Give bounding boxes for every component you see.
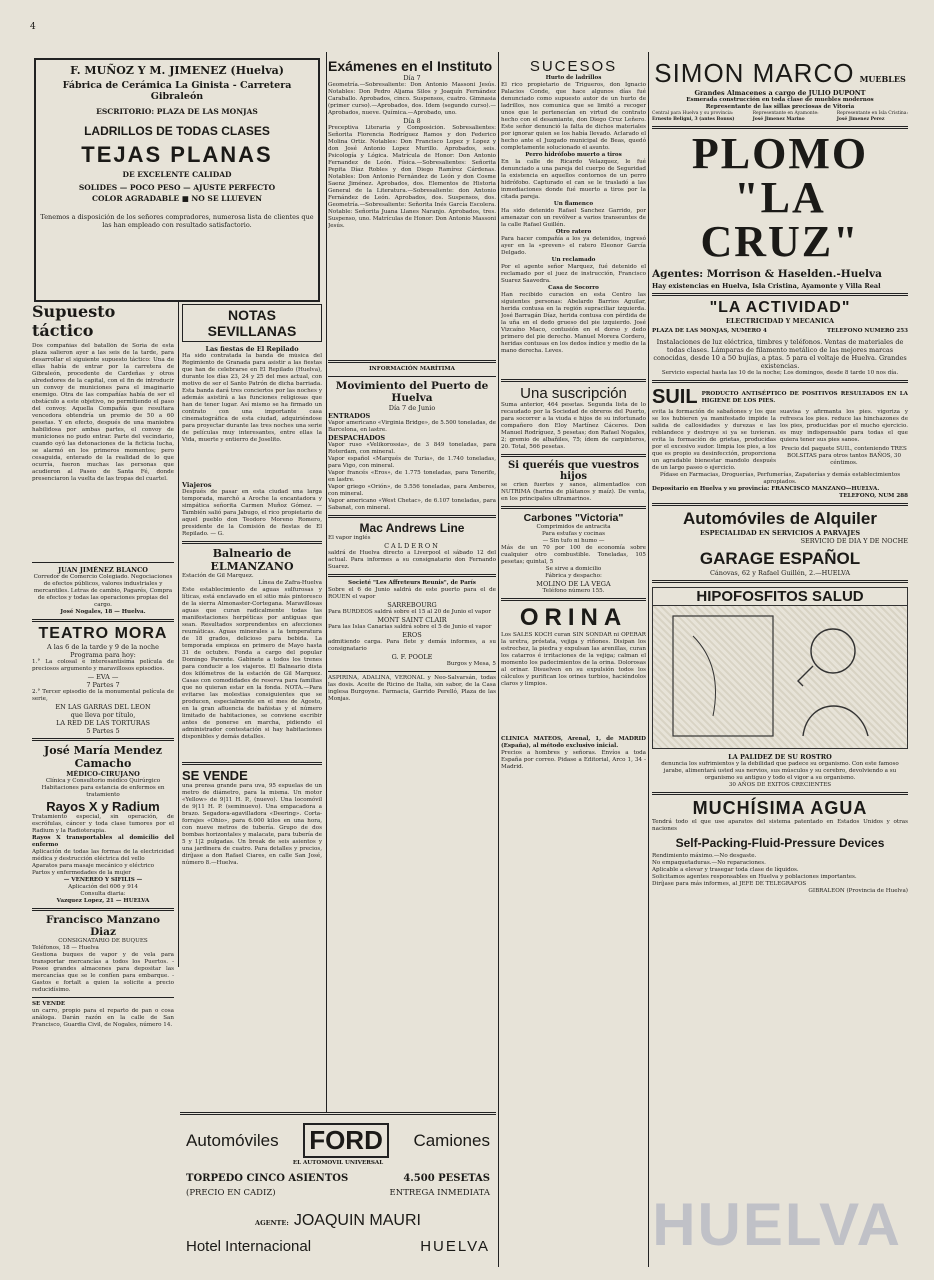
aspirina-body: ASPIRINA, ADALINA, VERONAL y Neo-Salvarsán, todas las dosis. Aceite de Ricino de Italia, sin sabor, de la Casa inglesa Burgoyne. Farmacia, Garrido Perelló, Plaza de las Monjas. <box>328 675 496 702</box>
mendez-app: Aplicación del 606 y 914 <box>68 884 138 890</box>
hijos-title: Si queréis que vuestros hijos <box>507 460 640 482</box>
divider <box>328 671 496 672</box>
ford-header <box>180 1123 496 1158</box>
societe-ship2: MONT SAINT CLAIR <box>377 616 447 624</box>
divider <box>328 376 496 377</box>
sevende-body: una prensa grande para uva, 95 espuelas de un metro de diámetro, para la misma. Un motor «Yellow» de 9|11 H. P., (nuevo). Una locomóvil de 9|11 H. P. (seminuevo). Una empacadora a brazo. Segadora-agavilladora «Deering». Corta-forrajes «Ohio», para 6.000 kilos en una hora, con nueve metros de tubería. Grupo de dos bombas horizontales y malacate, para tubería de 5 y 1|2 pulgadas. Un break de seis asientos y una jardinera de cuatro. Para detalles y precios, diríjase a don Rafael Ciares, en calle San José, número 8.—Huelva. <box>182 783 322 866</box>
agua-l3: Aplicable a elevar y trasegar toda clase de líquidos. <box>652 867 799 873</box>
divider <box>32 908 174 911</box>
maritima-despachados: DESPACHADOS <box>328 434 386 442</box>
column-rule <box>498 52 499 1267</box>
ford-hotel: Hotel Internacional <box>186 1238 312 1255</box>
divider <box>32 997 174 998</box>
automoviles-l2: SERVICIO DE DIA Y DE NOCHE <box>800 537 908 545</box>
divider <box>328 574 496 577</box>
sucesos-b6: Han recibido curación en esta Centro las siguientes personas: Abelardo Barrios Aguilar, herida contusa en la región supraciliar izquierda. José Barragán Díaz, herida contusa con pérdida de la uña en el dedo grueso del pie izquierdo. José Vizcaíno Maco, contusión en el dorso y dedo primero del pie derecho. Manuel Morera Cordero, heridas contusas en los dedos índice y medio de la mano derecha. Leves. <box>501 292 646 354</box>
automoviles-l1: ESPECIALIDAD EN SERVICIOS A PARVAJES <box>699 529 861 537</box>
munoz-office: ESCRITORIO: PLAZA DE LAS MONJAS <box>96 107 258 116</box>
munoz-made: LADRILLOS DE TODAS CLASES <box>84 124 270 138</box>
agua-l5: Diríjase para más informes, al JEFE DE TELEGRAFOS <box>652 881 807 887</box>
notas-body: Ha sido contratada la banda de música del Regimiento de Granada para asistir a las fiestas que han de celebrarse en El Repilado (Huelva), durante los días 23, 24 y 25 del mes actual, con motivo de ser el Santo Patrón de dicha barriada. Esta banda dará tres conciertos por las noches y además asistirá a las funciones religiosas que han de tener lugar. Así mismo se ha firmado un contrato con una importante casa cinematográfica de esta ciudad, adquiriéndose para proyectar durante las tres noches una serie de películas muy interesantes, entre ellas la Vida, muerte y entierro de Joselito. <box>182 353 322 443</box>
maritima-d1: Vapor ruso «Velikorossia», de 3 849 toneladas, para Roterdam, con mineral. <box>328 442 496 455</box>
notas-sub: Las fiestas de El Repilado <box>205 345 299 353</box>
examenes-body8: Preceptiva Literaria y Composición. Sobresalientes: Señorita Florencia Rodríguez Ramos y don Federico Molina Ortiz. Notables: Don Francisco Lopez y Lopez y don José Antonio Lopez Murillo. Aprobados, seis. Psicología y Lógica. Matrícula de Honor: Don Antonio Fernandez de León. Física.—Sobresalientes: Señorita Pepita Díaz Robles y don Diego Ramírez Cárdenas. Notables: Don Antonio Fernández de León y don Cosme Saenz Jiménez. Aprobados, dos. Elementos de Historia General de la Literatura.—Sobresaliente: don Antonio Fernández de León. Aprobados, dos. Suspensos, dos. Geometría.—Sobresaliente: Señorita Inés García Escolera. Notable: Señorita Juana Llanes Naranjo. Aprobados, tres. Suspenso, uno. Matrículas de Honor: Don Antonio Massoni Jesús. <box>328 125 496 229</box>
simon-l2: Representante de las sillas preciosas de Vitoria <box>705 104 855 110</box>
divider <box>501 598 646 601</box>
orina-title: ORINA <box>519 604 628 631</box>
sevende-small-title: SE VENDE <box>32 1001 66 1007</box>
hipofosfitos-caption: LA PALIDEZ DE SU ROSTRO <box>728 753 832 761</box>
balneario-body: Este establecimiento de aguas sulfurosas y líticas, está enclavado en el sitio más pintoresco de la sierra Almonaster-Cortegana. Maravillosas aguas que curan radicalmente todas las manifestaciones herpéticas por antiguas que sean. Resultados sorprendentes en afecciones reumáticas. Aguas minerales a la temperatura de 18 grados, delicioso para bebida. La temporada empieza en primero de Mayo hasta 31 de octubre. Fonda a cargo del popular Domingo Parente. Gabinete a todos los trenes para conducir a los viajeros. El Balneario dista dos kilómetros de la estación de Gil Marquez. Casas con comodidades de reserva para familias que no quieran estar en la fonda. NOTA.—Para evitarse las molestias consiguientes que se producen, especialmente en el mes de Agosto, en la gran afluencia de bañistas y el número limitado de habitaciones, se conviene escribir antes de ponerse en marcha, pidiendo el administrador contestación si hay habitaciones disponibles y demás detalles. <box>182 587 322 740</box>
agua-l2: No empaquetaduras.—No reparaciones. <box>652 860 766 866</box>
societe-body4: admitiendo carga. Para flete y demás informes, a su consignatario <box>328 639 496 652</box>
societe-agent: G. F. POOLE <box>391 653 433 661</box>
actividad-title: "LA ACTIVIDAD" <box>709 299 851 316</box>
examenes-body7: Geometría.—Sobresaliente: Don Antonio Massoni Jesús. Notables: Don Pedro Aljama Silos y Joaquín Fernández Caraballo. Aprobados, cinco. Suspensos, cuatro. Gimnasia (primer curso).—Aprobados, dos. Idem (segundo curso).—Aprobados, nueve. Química.—Aprobado, uno. <box>328 82 496 116</box>
mendez-rayos2: Rayos X transportables al domicilio del enfermo <box>32 835 174 848</box>
mendez-l1: Clínica y Consultorio médico Quirúrgico <box>45 778 161 784</box>
divider <box>328 515 496 518</box>
sucesos-title: SUCESOS <box>529 58 618 75</box>
carbones-l6: MOLINO DE LA VEGA <box>536 580 611 588</box>
hipofosfitos-illustration <box>652 587 908 749</box>
teatro-serie: EN LAS GARRAS DEL LEON <box>55 703 151 711</box>
divider <box>652 792 908 795</box>
blanco-title: JUAN JIMÉNEZ BLANCO <box>58 566 148 574</box>
teatro-titulo: que lleva por título, <box>70 711 136 719</box>
maritima-kicker: INFORMACIÓN MARÍTIMA <box>369 366 455 372</box>
ford-cadiz: (PRECIO EN CADIZ) <box>186 1188 276 1198</box>
maritima-entrados: ENTRADOS <box>328 412 371 420</box>
column-rule <box>648 52 649 1267</box>
mendez-venereo: — VENEREO Y SIFILIS — <box>63 877 143 883</box>
orina-body: Los SALES KOCH curan SIN SONDAR ni OPERAR la uretra, próstata, vejiga y riñones. Disipan los estrechez, la piedra y expulsan las arenillas, curan los catarros é irritaciones de la vejiga; calman el momento los padecimientos de la orina. Dolorosas al orinar. Disuelven en su expulsión todos los cálculos y purifican los orines turbios, haciéndolos claros y limpios. <box>501 632 646 687</box>
ford-row1 <box>180 1173 496 1184</box>
maritima-d2: Vapor español «Marqués de Turia», de 1.740 toneladas, para Vigo, con mineral. <box>328 456 496 469</box>
simon-foot3b: José Jimenez Perez <box>836 117 885 122</box>
munoz-subtitle: Fábrica de Cerámica La Ginista - Carretera Gibraleón <box>62 80 292 102</box>
ford-camiones: Camiones <box>413 1130 490 1150</box>
sevende-title: SE VENDE <box>182 768 248 783</box>
sucesos-h6: Casa de Socorro <box>548 285 599 291</box>
supuesto-title: Supuesto táctico <box>32 302 116 340</box>
ford-automoviles: Automóviles <box>186 1130 279 1150</box>
simon-l1: Esmerada construcción en toda clase de muebles modernos <box>686 97 874 103</box>
balneario-estacion: Estación de Gil Marquez. <box>182 573 254 579</box>
munoz-features: SOLIDES — POCO PESO — AJUSTE PERFECTO <box>78 183 276 192</box>
hijos-body: se crien fuertes y sanos, alimentadlos con NUTRIMA (harina de plátanos y maíz). De venta, en los principales ultramarinos. <box>501 482 646 502</box>
ford-mauri: JOAQUIN MAURI <box>293 1212 421 1229</box>
orina-clinica: CLINICA MATEOS, Arenal, 1, de MADRID (España), al método exclusivo inicial. <box>501 736 646 749</box>
suil-sales: Pídase en Farmacias, Droguerías, Perfumerías, Zapaterías y demás establecimientos apropiados. <box>659 472 901 485</box>
examenes-dia7: Día 7 <box>403 74 421 82</box>
maritima-d3: Vapor francés «Eros», de 1.775 toneladas, para Tenerife, en lastre. <box>328 470 496 483</box>
ford-ad <box>180 1112 496 1270</box>
sucesos-b1: El rico propietario de Trigueros, don Ignacio Palacios Conde, que hace algunos días fué denunciado como supuesto autor de un hurto de ladrillos, nos comunica que se limitó a recoger unos que le pertenecían en virtud de contrato hecho con el desamiante, don Diego Cruz Leñero. Este señor denunció la falta de dichos materiales por ignorar quien se los había llevado. Aclarado el hecho ante el Juzgado municipal de Beas, quedó completamente solucionado el asunto. <box>501 82 646 151</box>
sucesos-h5: Un reclamado <box>551 257 596 263</box>
divider <box>32 619 174 622</box>
sucesos-h2: Perro hidrófobo muerto a tiros <box>525 152 622 158</box>
societe-addr: Burgos y Mesa, 5 <box>446 661 496 667</box>
col1-sub-a <box>32 302 174 1029</box>
divider <box>328 360 496 363</box>
teatro-program: Programa para hoy: <box>70 651 136 659</box>
societe-ship1: SARREBOURG <box>387 601 437 609</box>
macandrews-title: Mac Andrews Line <box>359 521 465 535</box>
teatro-item2: 2.° Tercer episodio de la monumental película de serie, <box>32 689 174 702</box>
ford-agent-row <box>180 1210 496 1230</box>
sucesos-b4: Para hacer compañía a los ya detenidos, ingresó ayer en la «preven» el ratero Eleonor García Delgado. <box>501 236 646 256</box>
column-rule <box>326 52 327 1267</box>
blanco-addr: José Nogales, 18 — Huelva. <box>60 609 146 615</box>
sucesos-h3: Un flamenco <box>553 201 594 207</box>
divider <box>182 541 322 544</box>
simon-foot3: Representante en Isla Cristina: <box>836 111 908 116</box>
agua-body: Tendrá todo el que use aparatos del sistema patentado en Estados Unidos y otras naciones <box>652 819 908 832</box>
munoz-title: F. MUÑOZ Y M. JIMENEZ (Huelva) <box>70 64 284 77</box>
divider <box>32 738 174 741</box>
mendez-subtitle: MÉDICO-CIRUJANO <box>66 770 140 778</box>
mendez-consulta: Consulta diaria: <box>80 891 126 897</box>
column-3 <box>501 52 646 1267</box>
teatro-red: LA RED DE LAS TORTURAS <box>56 719 150 727</box>
examenes-dia8: Día 8 <box>403 117 421 125</box>
carbones-title: Carbones "Victoria" <box>523 512 624 524</box>
simon-foot1b: Ernesto Beligni, 3 (antes Bonus) <box>652 117 735 122</box>
divider <box>32 562 174 563</box>
carbones-l3: — Sin tufo ni humo — <box>542 538 605 544</box>
ford-price: 4.500 PESETAS <box>403 1173 490 1184</box>
sucesos-h1: Hurto de ladrillos <box>545 75 602 81</box>
agua-l1: Rendimiento máximo.—No desgaste. <box>652 853 757 859</box>
maritima-e1: Vapor americano «Virginia Bridge», de 5.500 toneladas, de Barcelona, en lastre. <box>328 420 496 433</box>
teatro-title: TEATRO MORA <box>38 625 168 642</box>
carbones-l4: Se sirve a domicilio <box>545 566 602 572</box>
suil-items-right: suavisa y afirmanta los pies. vigoriza y refresca los pies. reduce las hinchazones de los pies, producidas por el mucho ejercicio. es muy indispensable para todas el que quiera tener sus pies sanos. <box>780 409 908 443</box>
ford-huelva: HUELVA <box>420 1238 490 1255</box>
simon-muebles: MUEBLES <box>859 74 906 84</box>
page-number: 4 <box>30 22 36 32</box>
sucesos-b2: En la calle de Ricardo Velazquez, le fué denunciado a una pareja del cuerpo de Seguridad la existencia en aquellos contornos de un perro hidrófobo. Capturado el can se le trasladó a las inmediaciones donde fué muerto a tiros por la citada pareja. <box>501 159 646 200</box>
societe-body1: Sobre el 6 de Junio saldrá de este puerto para el de ROUEN el vapor <box>328 587 496 600</box>
agua-title: MUCHÍSIMA AGUA <box>692 798 868 818</box>
sevende-small-body: un carro, propio para el reparto de pan o cosa análoga. Darán razón en la calle de San Francisco, Guardia Civil, de Nogales, número 14. <box>32 1008 174 1028</box>
plomo-title: PLOMO <box>691 129 869 178</box>
watermark: HUELVA <box>652 1191 902 1258</box>
notas-title: NOTAS SEVILLANAS <box>182 304 322 342</box>
carbones-body: Más de un 70 por 100 de economía sobre cualquier otro combustible. Toneladas, 105 pesetas; quintal, 5 <box>501 545 646 565</box>
ford-torpedo: TORPEDO CINCO ASIENTOS <box>186 1173 349 1184</box>
manzano-subtitle: CONSIGNATARIO DE BUQUES <box>58 938 148 944</box>
orina-footer: Precios a hombres y señoras. Envíos a toda España por correo. Pidase a Editorial, Arco 1, 34 - Madrid. <box>501 750 646 770</box>
notas-body2: Después de pasar en esta ciudad una larga temporada, marchó a Aroche la encantadora y simpática señorita Carmen Muñoz Gómez. —También salió para Jabugo, el rico propietario de aquel pueblo don Teodoro Moreno Romero, presidente de la Comisión de fiestas de El Repilado. — G. <box>182 489 322 537</box>
mendez-body: Tratamiento especial, sin operación, de escrófulas, cáncer y toda clase tumores por el Radium y la Radioterapia. <box>32 814 174 834</box>
divider <box>501 379 646 382</box>
munoz-features2: COLOR AGRADABLE ■ NO SE LLUEVEN <box>92 194 262 203</box>
suil-tag: PRODUCTO ANTISÉPTICO DE POSITIVOS RESULTADOS EN LA HIGIENE DE LOS PIES. <box>701 390 908 404</box>
automoviles-title: Automóviles de Alquiler <box>683 509 877 528</box>
divider <box>501 454 646 457</box>
simon-footer <box>652 111 908 123</box>
ford-entrega: ENTREGA INMEDIATA <box>389 1188 490 1198</box>
munoz-ad <box>34 58 320 302</box>
column-1 <box>28 52 326 1267</box>
societe-body2: Para BURDEOS saldrá sobre el 15 al 20 de Junio el vapor <box>328 609 491 615</box>
manzano-body: Gestiona buques de vapor y de vela para transportar mercancías a todos los Puertos. - Posee grandes almacenes para depositar las mercancías que se le confíen para embarque. - Gastos e fortalt a quien la solicite a precio reducidísimo. <box>32 952 174 993</box>
suil-items <box>652 409 908 472</box>
munoz-product: TEJAS PLANAS <box>81 142 273 167</box>
munoz-quality: DE EXCELENTE CALIDAD <box>122 170 232 179</box>
divider <box>652 503 908 506</box>
ford-logo: FORD <box>303 1123 389 1158</box>
maritima-d4: Vapor griego «Orión», de 5.556 toneladas, para Amberes, con mineral. <box>328 484 496 497</box>
blanco-body: Corredor de Comercio Colegiado. Negociaciones de efectos públicos, valores industriales y mercantiles. Letras de cambio, Pagarés, Compra de efectos y todas las operaciones propias del cargo. <box>33 574 173 608</box>
suil-tel: TELEFONO, NUM 288 <box>839 493 908 499</box>
mendez-body3: Aparatos para masaje mecánico y eléctrico <box>32 863 155 869</box>
suil-price: Precio del paquete SUIL, conteniendo TRES BOLSITAS para otros tantos BAÑOS, 30 céntimos. <box>781 446 907 466</box>
mendez-title: José María Mendez Camacho <box>44 744 162 770</box>
column-4 <box>652 52 908 1267</box>
woman-drinking-icon <box>653 606 907 744</box>
teatro-time: A las 6 de la tarde y 9 de la noche <box>47 643 159 651</box>
manzano-title: Francisco Manzano Diaz <box>45 914 161 938</box>
carbones-l1: Comprimidos de antracita <box>536 524 611 530</box>
notas-viajeros: Viajeros <box>182 481 212 489</box>
examenes-title: Exámenes en el Instituto <box>328 58 493 74</box>
divider <box>652 380 908 383</box>
sucesos-b5: Por el agente señor Marquez, fué detenido el reclamado por el juez de instrucción, Francisco Suarez Saavedra. <box>501 264 646 284</box>
supuesto-body: Dos compañías del batallón de Soria de esta plaza salieron ayer a las seis de la tarde, para desarrollar el siguiente supuesto táctico: Una de ellas había de entrar por la carretera de Gibraleón, procedente de Cardeñas y otros alrededores de la capital, con el fin de introducir un convoy de municiones para el imaginario enemigo. Otra de las compañías había de ser el obstáculo a este objetivo, no permitiendo el paso del convoy. Aquella Compañía que resultara vencedora obtendría un premio de 50 a 60 pesetas. Y en efecto, después de una maniobra habilidosa por ambas partes, el convoy de municiones no pudo entrar. Parte del vecindario, cuando oyó las detonaciones de la ficticia lucha, se alarmó en los primeros momentos; pero cesaguida, enterado de la realidad de lo que ocurría, fueron muchas las personas que acudieron al Paseo de Santa Fé, donde presenciaron la vuelta de las tropas del cuartel. <box>32 343 174 482</box>
actividad-body: Instalaciones de luz eléctrica, timbres y teléfonos. Ventas de materiales de todas clases. Lámparas de filamento metálico de las mejores marcas conocidas, desde 10 a 50 bujías, a ptas. 5 para el voltaje de Huelva. Grandes existencias. <box>653 338 907 370</box>
mendez-addr: Vazquez Lopez, 21 — HUELVA <box>56 898 150 904</box>
sheet <box>28 52 908 1267</box>
divider <box>652 293 908 296</box>
hipofosfitos-title: HIPOFOSFITOS SALUD <box>653 588 907 606</box>
agua-product: Self-Packing-Fluid-Pressure Devices <box>675 836 885 850</box>
mendez-rayos: Rayos X y Radium <box>46 799 160 814</box>
actividad-service: Servicio especial hasta las 10 de la noche; Los domingos, desde 8 tarde 10 nos día. <box>661 370 899 376</box>
maritima-d5: Vapor americano «West Chetac», de 6.107 toneladas, para Sabanat, con mineral. <box>328 498 496 511</box>
ford-row2 <box>180 1188 496 1198</box>
munoz-footer: Tenemos a disposición de los señores compradores, numerosa lista de clientes que las han empleado con resultado satisfactorio. <box>40 213 314 229</box>
simon-foot1: Central para Huelva y su provincia: <box>652 111 734 116</box>
plomo-stock: Hay existencias en Huelva, Isla Cristina, Ayamonte y Villa Real <box>652 282 881 290</box>
suil-items-left: evita la formación de sabañones y los que se los hubieren ya manifestado impide la salida de callosidades y durezas e las reblandece y destruye si ya se tuvieran. evita la formación de grietas, producidas por el excesivo sudor. limpia los pies, a los que es propio su desinfección, proporciona un agradable bienestar mandolo después de un largo paseo o ejercicio. <box>652 409 776 471</box>
agua-l4: Solicitamos agentes responsables en Huelva y poblaciones importantes. <box>652 874 857 880</box>
hipofosfitos-body: denuncia los sufrimientos y la debilidad que padece su organismo. Con este famoso jarabe, alimentará usted sus nervios, sus músculos y su cerebro, devolviendo a su organismo su antiguo y todo el vigor a su organismo. <box>661 761 899 781</box>
actividad-addr: PLAZA DE LAS MONJAS, NUMERO 4 <box>652 328 767 334</box>
divider <box>652 580 908 583</box>
suil-title: SUIL <box>652 386 698 408</box>
ford-row3 <box>180 1238 496 1255</box>
sucesos-b3: Ha sido detenido Rafael Sanchez Garrido, por amenazar con un revólver a varios transeuntes de la calle Rafael Guillén. <box>501 208 646 228</box>
societe-title: Societé "Les Affreteurs Reunis", de París <box>348 580 476 586</box>
mendez-body2: Aplicación de todas las formas de la electricidad médica y destrucción eléctrica del vello <box>32 849 174 862</box>
teatro-item1: 1.° La colosal e interesantísima película de preciosos argumento y maravillosos episodios. <box>32 659 174 672</box>
ford-agente: AGENTE: <box>255 1219 289 1227</box>
suil-header <box>652 386 908 409</box>
macandrews-body: saldrá de Huelva directo a Liverpool el sábado 12 del actual. Para informes a su consignatario don Fernando Suarez. <box>328 550 496 570</box>
suscripcion-body: Suma anterior, 464 pesetas. Segunda lista de lo recaudado por la Sociedad de obreros del Puerto, para socorrer a la viuda e hijos de su infortunado compañero don Eloy Martínez Cáceres. Don Manuel Rodríguez, 5 pesetas; don Rafael Nogales, 2; gremio de albañiles, 75; ídem de carpinteros, 20. Total, 566 pesetas. <box>501 402 646 450</box>
mendez-l2: Habitaciones para estancia de enfermos en tratamiento <box>41 785 165 798</box>
carbones-l5: Fábrica y despacho: <box>545 573 602 579</box>
simon-title: SIMON MARCO <box>654 58 855 88</box>
col1-sub-b <box>182 304 322 935</box>
suil-dep: Depositario en Huelva y su provincia: FRANCISCO MANZANO—HUELVA. <box>652 486 880 492</box>
simon-foot2b: José Jimenez Marino <box>752 117 805 122</box>
automoviles-garage: GARAGE ESPAÑOL <box>699 549 861 568</box>
divider <box>182 762 322 765</box>
actividad-contact <box>652 328 908 335</box>
divider <box>501 506 646 509</box>
actividad-tel: TELEFONO NUMERO 253 <box>827 328 908 334</box>
agua-l6: GIBRALEON (Provincia de Huelva) <box>808 888 908 894</box>
teatro-eva: — EVA — <box>87 673 119 681</box>
maritima-title: Movimiento del Puerto de Huelva <box>335 380 489 404</box>
societe-ship3: EROS <box>402 631 422 639</box>
actividad-sub: ELECTRICIDAD Y MECANICA <box>725 317 835 325</box>
hipofosfitos-footer: 30 AÑOS DE EXITOS CRECIENTES <box>728 782 832 788</box>
teatro-partes2: 5 Partes 5 <box>86 727 120 735</box>
plomo-title2: "LA CRUZ" <box>700 173 860 266</box>
carbones-l2: Para estufas y cocinas <box>542 531 605 537</box>
balneario-title: Balneario de ELMANZANO <box>210 547 294 573</box>
simon-foot2: Representante en Ayamonte: <box>752 111 819 116</box>
macandrews-ship: CALDERON <box>384 542 440 550</box>
carbones-l7: Teléfono número 155. <box>542 588 605 594</box>
maritima-day: Día 7 de Junio <box>388 404 436 412</box>
automoviles-addr: Cánovas, 62 y Rafael Guillén, 2.—HUELVA <box>709 569 851 577</box>
mendez-body4: Partos y enfermedades de la mujer <box>32 870 131 876</box>
macandrews-sub: El vapor inglés <box>328 535 371 541</box>
societe-body3: Para las Islas Canarias saldrá sobre el 5 de Junio el vapor <box>328 624 492 630</box>
suscripcion-title: Una suscripción <box>520 385 627 402</box>
column-2 <box>328 52 496 1267</box>
balneario-linea: Línea de Zafra-Huelva <box>258 580 322 586</box>
plomo-agents: Agentes: Morrison & Haselden.-Huelva <box>652 268 882 280</box>
ford-universal: EL AUTOMOVIL UNIVERSAL <box>292 1160 384 1166</box>
teatro-partes1: 7 Partes 7 <box>86 681 120 689</box>
simon-ad <box>652 58 908 89</box>
sucesos-h4: Otro ratero <box>555 229 592 235</box>
simon-sub: Grandes Almacenes a cargo de JULIO DUPONT <box>694 89 866 97</box>
manzano-addr: Teléfonos, 18 — Huelva <box>32 945 99 951</box>
column-rule <box>178 300 179 967</box>
